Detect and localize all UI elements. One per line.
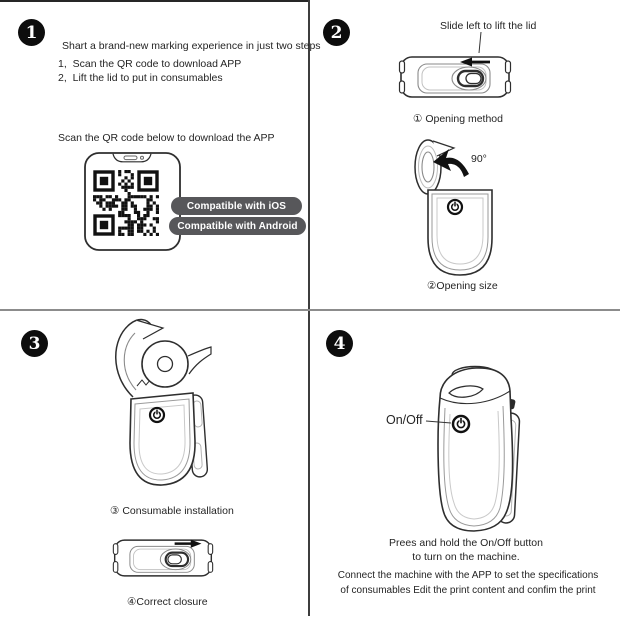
- press-instruction-line1: Prees and hold the On/Off button: [389, 537, 543, 549]
- caption-consumable-installation: ③ Consumable installation: [110, 505, 234, 517]
- power-button-icon: [453, 416, 469, 432]
- connect-instruction-line2: of consumables Edit the print content and confim the print: [340, 585, 596, 596]
- step-1-number: 1: [25, 22, 38, 43]
- step-3-number: 3: [28, 333, 41, 354]
- power-button-icon: [150, 408, 164, 422]
- step-4-badge: [326, 330, 353, 357]
- item-2-number: 2,: [58, 72, 67, 84]
- step-2-number: 2: [330, 22, 343, 43]
- slide-callout: Slide left to lift the lid: [440, 20, 537, 32]
- instruction-item-2: [58, 72, 223, 85]
- press-instruction-line2: to turn on the machine.: [412, 551, 520, 563]
- printer-front-illustration: [420, 358, 530, 538]
- compatible-android-label: Compatible with Android: [177, 220, 298, 232]
- angle-label: 90°: [471, 153, 487, 165]
- printer-consumable-illustration: [100, 315, 215, 500]
- phone-speaker: [124, 156, 137, 160]
- caption-opening-size: ②Opening size: [427, 280, 498, 292]
- power-button-icon: [448, 200, 462, 214]
- power-button-label: On/Off: [386, 413, 423, 427]
- printer-open-lid-illustration: [413, 136, 505, 286]
- callout-pointer-line: [479, 32, 481, 53]
- item-2-text: Lift the lid to put in consumables: [72, 72, 223, 84]
- vertical-divider: [308, 0, 310, 616]
- item-1-number: 1,: [58, 58, 67, 70]
- step-2-badge: [323, 19, 350, 46]
- step-1-badge: [18, 19, 45, 46]
- horizontal-divider: [0, 309, 620, 311]
- step-4-number: 4: [333, 333, 346, 354]
- scan-heading: Scan the QR code below to download the APP: [58, 132, 275, 144]
- compatible-ios-badge: [171, 197, 302, 215]
- instruction-item-1: [58, 58, 241, 71]
- phone-camera-dot: [141, 156, 144, 159]
- phone-illustration: [82, 149, 184, 251]
- connect-instruction-line1: Connect the machine with the APP to set the specifications: [337, 570, 599, 581]
- printer-top-view-open-illustration: [398, 52, 512, 102]
- caption-correct-closure: ④Correct closure: [127, 596, 208, 608]
- top-border-line: [0, 0, 309, 2]
- printer-top-view-closed-illustration: [112, 535, 214, 581]
- item-1-text: Scan the QR code to download APP: [72, 58, 242, 70]
- paper-strip: [188, 347, 211, 374]
- compatible-android-badge: [169, 217, 306, 235]
- caption-opening-method: ① Opening method: [413, 113, 503, 125]
- step-3-badge: [21, 330, 48, 357]
- compatible-ios-label: Compatible with iOS: [186, 200, 287, 212]
- intro-text: Shart a brand-new marking experience in just two steps: [62, 40, 321, 52]
